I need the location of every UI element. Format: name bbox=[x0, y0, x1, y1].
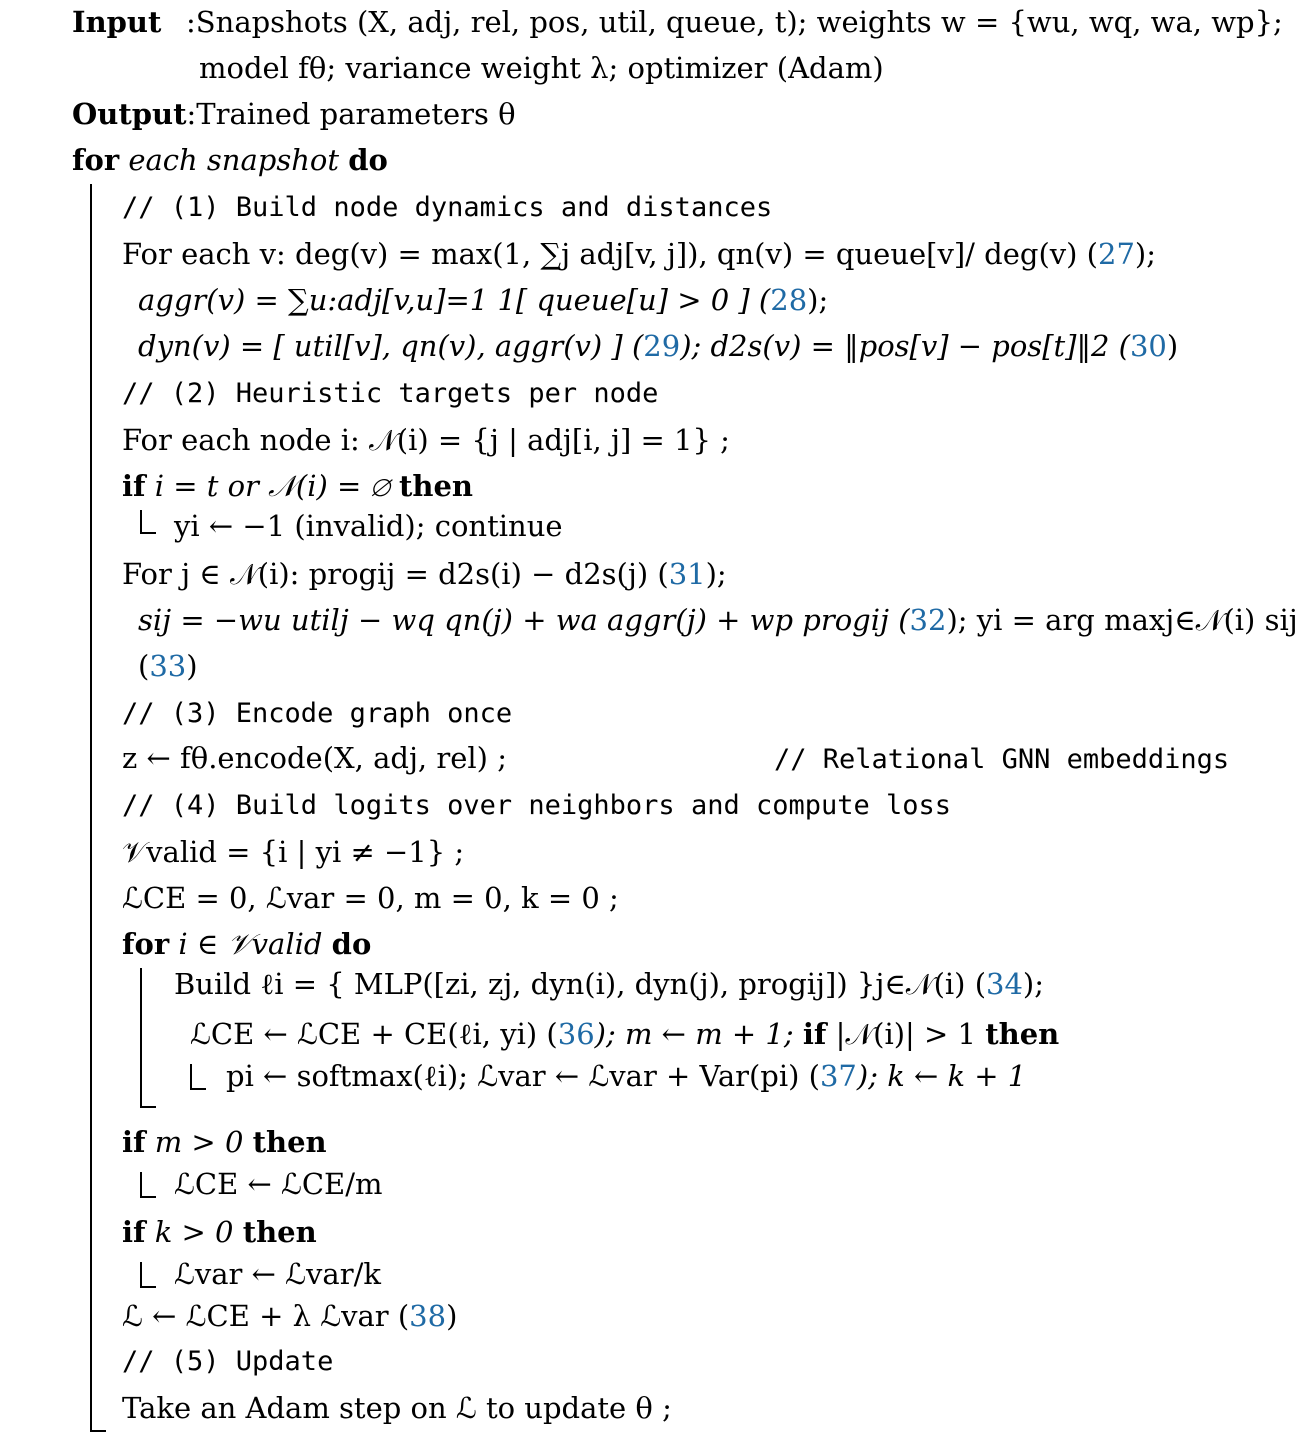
line-1a bbox=[122, 236, 1156, 272]
if4-foot bbox=[140, 1286, 156, 1288]
line-4e-end: ); k ← k + 1 bbox=[856, 1059, 1027, 1093]
line-1b-text: aggr(v) = ∑u:adj[v,u]=1 1[ queue[u] > 0 ] ( bbox=[138, 283, 771, 317]
line-2d-open: ( bbox=[138, 649, 150, 683]
ref-28[interactable]: 28 bbox=[770, 283, 808, 317]
for-condition-2: i ∈ 𝒱valid bbox=[178, 927, 323, 961]
line-1c-mid: ); d2s(v) = ‖pos[v] − pos[t]‖2 ( bbox=[680, 329, 1130, 363]
input-text-1: :Snapshots (X, adj, rel, pos, util, queue, t); weights w = {wu, wq, wa, wp}; bbox=[186, 5, 1283, 39]
line-4e-text: pi ← softmax(ℓi); ℒvar ← ℒvar + Var(pi) ( bbox=[226, 1059, 820, 1093]
output-label: Output bbox=[72, 97, 187, 131]
inner-for-foot bbox=[140, 1106, 156, 1108]
line-4d-cond: |𝒩(i)| > 1 bbox=[835, 1017, 977, 1051]
line-1a-text: For each v: deg(v) = max(1, ∑j adj[v, j]), qn(v) = queue[v]/ deg(v) ( bbox=[122, 237, 1098, 271]
for-snapshot-row bbox=[72, 142, 388, 178]
if-k-row bbox=[122, 1214, 317, 1250]
if-keyword-4: if bbox=[122, 1215, 146, 1249]
line-4c-end: ); bbox=[1022, 967, 1045, 1001]
line-1a-end: ); bbox=[1134, 237, 1156, 271]
then-keyword-2: then bbox=[985, 1017, 1060, 1051]
line-4c bbox=[174, 966, 1044, 1002]
if1-bar bbox=[140, 510, 142, 534]
for-keyword-2: for bbox=[122, 927, 170, 961]
line-2b-end: ); bbox=[705, 557, 727, 591]
line-3: z ← fθ.encode(X, adj, rel) ; bbox=[122, 741, 507, 775]
if-condition-3: m > 0 bbox=[154, 1125, 244, 1159]
do-keyword: do bbox=[348, 143, 388, 177]
line-4e bbox=[226, 1058, 1026, 1094]
line-2d-close: ) bbox=[186, 649, 198, 683]
line-1b-end: ); bbox=[807, 283, 829, 317]
if1-foot bbox=[140, 532, 156, 534]
do-keyword-2: do bbox=[331, 927, 372, 961]
line-4a: 𝒱valid = {i | yi ≠ −1} ; bbox=[122, 835, 465, 869]
line-4d-mid: ); m ← m + 1; bbox=[594, 1017, 794, 1051]
ref-31[interactable]: 31 bbox=[668, 557, 706, 591]
line-4d-text: ℒCE ← ℒCE + CE(ℓi, yi) ( bbox=[190, 1017, 558, 1051]
ref-36[interactable]: 36 bbox=[557, 1017, 595, 1051]
for-valid-row bbox=[122, 926, 371, 962]
ref-33[interactable]: 33 bbox=[149, 649, 187, 683]
ref-27[interactable]: 27 bbox=[1098, 237, 1135, 271]
ref-29[interactable]: 29 bbox=[643, 329, 681, 363]
ref-30[interactable]: 30 bbox=[1129, 329, 1167, 363]
input-row bbox=[72, 4, 161, 40]
line-4d bbox=[190, 1016, 1059, 1052]
line-4c-text: Build ℓi = { MLP([zi, zj, dyn(i), dyn(j), progij]) }j∈𝒩(i) ( bbox=[174, 967, 987, 1001]
line-2b-text: For j ∈ 𝒩(i): progij = d2s(i) − d2s(j) ( bbox=[122, 557, 669, 591]
if3-foot bbox=[140, 1196, 156, 1198]
then-keyword-3: then bbox=[252, 1125, 327, 1159]
line-2c-mid: ); yi = arg maxj∈𝒩(i) sij bbox=[946, 603, 1298, 637]
line-1c-end: ) bbox=[1166, 329, 1179, 363]
ref-37[interactable]: 37 bbox=[819, 1059, 857, 1093]
comment-4: // (4) Build logits over neighbors and compute loss bbox=[122, 790, 952, 821]
line-2d bbox=[138, 648, 198, 684]
if-keyword-2: if bbox=[802, 1017, 827, 1051]
then-keyword-4: then bbox=[242, 1215, 317, 1249]
line-4b: ℒCE = 0, ℒvar = 0, m = 0, k = 0 ; bbox=[122, 881, 619, 915]
if3-body: ℒCE ← ℒCE/m bbox=[174, 1167, 383, 1201]
ref-38[interactable]: 38 bbox=[409, 1299, 447, 1333]
for-condition: each snapshot bbox=[128, 143, 340, 177]
if2-bar bbox=[190, 1064, 192, 1090]
line-5-text: ℒ ← ℒCE + λ ℒvar ( bbox=[122, 1299, 410, 1333]
outer-block-bar bbox=[90, 184, 92, 1432]
if-invalid-row bbox=[122, 468, 473, 504]
if2-foot bbox=[190, 1088, 206, 1090]
output-row bbox=[72, 96, 516, 132]
comment-3-right: // Relational GNN embeddings bbox=[774, 744, 1230, 775]
if-condition-4: k > 0 bbox=[154, 1215, 234, 1249]
line-2c-text: sij = −wu utilj − wq qn(j) + wa aggr(j) + wp progij ( bbox=[138, 603, 910, 637]
for-keyword: for bbox=[72, 143, 120, 177]
if-keyword-3: if bbox=[122, 1125, 146, 1159]
ref-34[interactable]: 34 bbox=[986, 967, 1023, 1001]
comment-2: // (2) Heuristic targets per node bbox=[122, 378, 659, 409]
comment-1: // (1) Build node dynamics and distances bbox=[122, 192, 773, 223]
line-6: Take an Adam step on ℒ to update θ ; bbox=[122, 1391, 672, 1425]
ref-32[interactable]: 32 bbox=[909, 603, 947, 637]
line-2b bbox=[122, 556, 727, 592]
if4-body: ℒvar ← ℒvar/k bbox=[174, 1257, 381, 1291]
input-line-1 bbox=[186, 4, 1283, 40]
inner-for-bar bbox=[140, 968, 142, 1108]
comment-5: // (5) Update bbox=[122, 1346, 334, 1377]
input-label: Input bbox=[72, 5, 162, 39]
line-2c bbox=[138, 602, 1298, 638]
if4-bar bbox=[140, 1262, 142, 1288]
line-2a: For each node i: 𝒩(i) = {j | adj[i, j] = 1} ; bbox=[122, 423, 730, 457]
output-text: :Trained parameters θ bbox=[186, 97, 516, 131]
then-keyword-1: then bbox=[398, 469, 473, 503]
line-1b bbox=[138, 282, 828, 318]
line-1c-text: dyn(v) = [ util[v], qn(v), aggr(v) ] ( bbox=[138, 329, 644, 363]
input-line-2 bbox=[199, 50, 884, 86]
comment-3: // (3) Encode graph once bbox=[122, 698, 513, 729]
if-condition-1: i = t or 𝒩(i) = ∅ bbox=[154, 469, 390, 503]
line-5-end: ) bbox=[446, 1299, 458, 1333]
if-keyword-1: if bbox=[122, 469, 146, 503]
outer-block-foot bbox=[90, 1430, 106, 1432]
input-text-2: model fθ; variance weight λ; optimizer (Adam) bbox=[199, 51, 884, 85]
line-5 bbox=[122, 1298, 457, 1334]
if1-body: yi ← −1 (invalid); continue bbox=[174, 509, 563, 543]
if3-bar bbox=[140, 1172, 142, 1198]
if-m-row bbox=[122, 1124, 327, 1160]
line-1c bbox=[138, 328, 1178, 364]
